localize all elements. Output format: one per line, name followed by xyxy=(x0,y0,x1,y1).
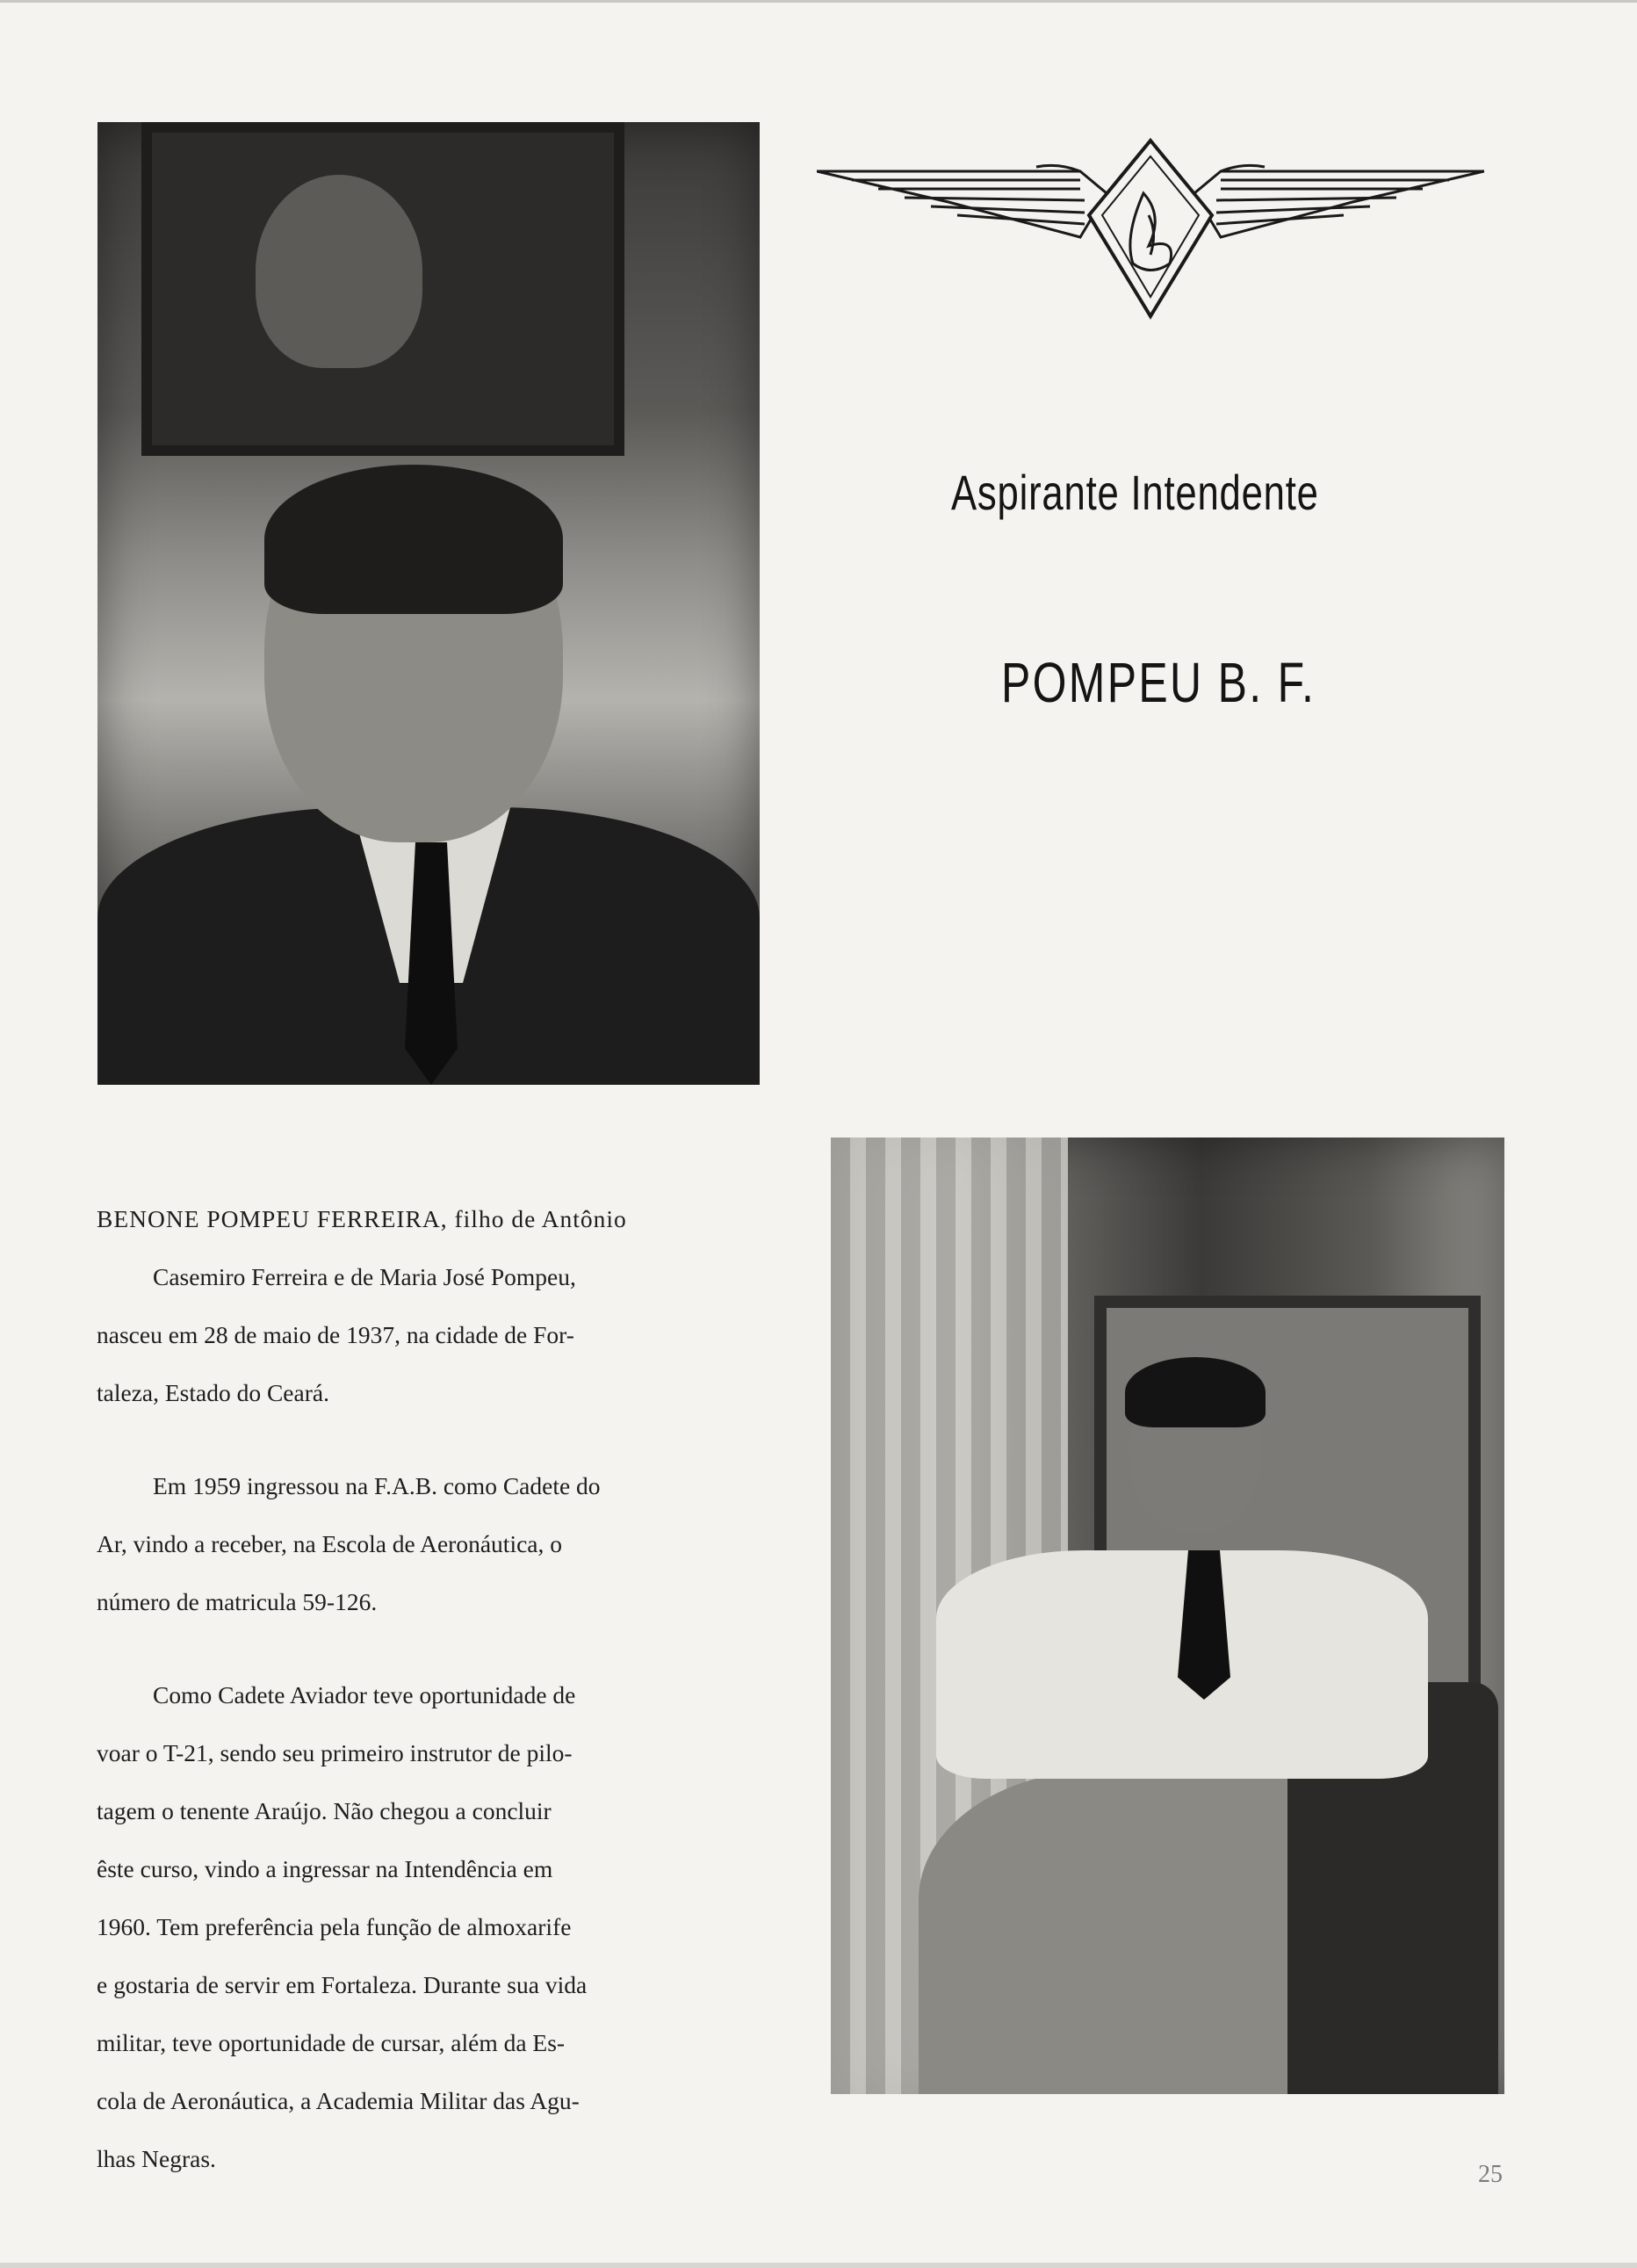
seated-photo xyxy=(831,1138,1504,2094)
bio-line: e gostaria de servir em Fortaleza. Durante sua vida xyxy=(97,1971,588,1998)
hair xyxy=(264,465,563,614)
bio-line: Em 1959 ingressou na F.A.B. como Cadete do xyxy=(153,1472,601,1499)
page-edge xyxy=(0,0,1637,3)
bio-line: taleza, Estado do Ceará. xyxy=(97,1379,329,1406)
bio-line: cola de Aeronáutica, a Academia Militar das Agu- xyxy=(97,2087,580,2114)
bio-line: êste curso, vindo a ingressar na Intendência em xyxy=(97,1855,553,1882)
bio-line: Casemiro Ferreira e de Maria José Pompeu, xyxy=(153,1263,576,1290)
bio-line: número de matricula 59-126. xyxy=(97,1588,378,1615)
portrait-photo xyxy=(97,122,760,1085)
biography xyxy=(97,1190,764,2188)
bio-line: militar, teve oportunidade de cursar, além da Es- xyxy=(97,2029,566,2056)
page-edge xyxy=(0,2263,1637,2268)
pilot-wings-icon xyxy=(817,132,1484,325)
bio-line: Ar, vindo a receber, na Escola de Aeronáutica, o xyxy=(97,1530,562,1557)
crest-emblem xyxy=(256,175,422,368)
page-number: 25 xyxy=(1478,2161,1503,2188)
rank-title: Aspirante Intendente xyxy=(951,465,1319,520)
cadet-name: POMPEU B. F. xyxy=(1001,651,1316,714)
bio-line: nasceu em 28 de maio de 1937, na cidade de For- xyxy=(97,1321,574,1348)
bio-line: lhas Negras. xyxy=(97,2145,216,2172)
bio-line: voar o T-21, sendo seu primeiro instrutor de pilo- xyxy=(97,1739,573,1766)
bio-line: BENONE POMPEU FERREIRA, filho de Antônio xyxy=(97,1205,627,1232)
hair xyxy=(1125,1357,1266,1427)
bio-line: Como Cadete Aviador teve oportunidade de xyxy=(153,1681,576,1708)
bio-line: 1960. Tem preferência pela função de almoxarife xyxy=(97,1913,572,1940)
bio-line: tagem o tenente Araújo. Não chegou a concluir xyxy=(97,1797,552,1824)
